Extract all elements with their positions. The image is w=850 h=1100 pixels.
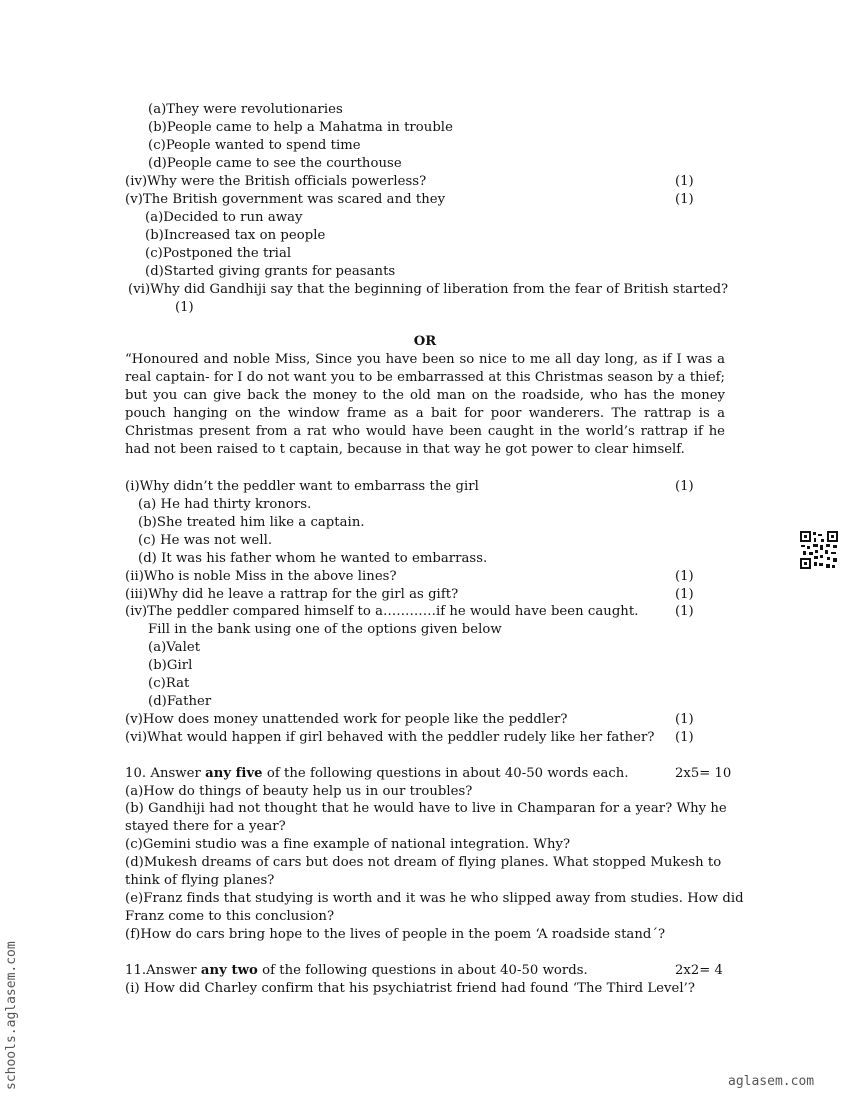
question-line: (v)How does money unattended work for people like the peddler? xyxy=(125,712,568,727)
question-line: (i)Why didn’t the peddler want to embarrass the girl xyxy=(125,479,479,494)
question-line: think of flying planes? xyxy=(125,873,275,888)
option-line: (c)Postponed the trial xyxy=(145,246,292,261)
marks-label: 2x2= 4 xyxy=(675,963,723,978)
question-line: stayed there for a year? xyxy=(125,819,286,834)
or-heading: OR xyxy=(413,334,437,349)
heading-emphasis: any five xyxy=(205,766,263,781)
option-line: (d)People came to see the courthouse xyxy=(148,156,402,171)
option-line: (a)Valet xyxy=(148,640,201,655)
qr-code-icon xyxy=(799,530,839,570)
question-line: (ii)Who is noble Miss in the above lines? xyxy=(125,569,397,584)
marks-label: (1) xyxy=(675,604,694,619)
question-line: (a)How do things of beauty help us in our troubles? xyxy=(125,784,473,799)
option-line: (b)Increased tax on people xyxy=(145,228,326,243)
question-line: (f)How do cars bring hope to the lives of people in the poem ‘A roadside stand´? xyxy=(125,927,666,942)
option-line: (c)People wanted to spend time xyxy=(148,138,361,153)
question-line: (v)The British government was scared and they xyxy=(125,192,446,207)
option-line: (a)They were revolutionaries xyxy=(148,102,343,117)
question-line: (iii)Why did he leave a rattrap for the girl as gift? xyxy=(125,587,459,602)
side-watermark: schools.aglasem.com xyxy=(4,941,19,1090)
marks-label: (1) xyxy=(675,192,694,207)
question-line: (b) Gandhiji had not thought that he would have to live in Champaran for a year? Why he xyxy=(125,801,727,816)
option-line: (b)She treated him like a captain. xyxy=(138,515,365,530)
option-line: (c)Rat xyxy=(148,676,190,691)
question-line: (e)Franz finds that studying is worth and it was he who slipped away from studies. How did xyxy=(125,891,744,906)
instruction-line: Fill in the bank using one of the options given below xyxy=(148,622,502,637)
marks-label: 2x5= 10 xyxy=(675,766,732,781)
marks-label: (1) xyxy=(675,730,694,745)
marks-label: (1) xyxy=(675,174,694,189)
option-line: (c) He was not well. xyxy=(138,533,273,548)
option-line: (b)People came to help a Mahatma in trouble xyxy=(148,120,453,135)
question-line: (iv)Why were the British officials powerless? xyxy=(125,174,427,189)
option-line: (a) He had thirty kronors. xyxy=(138,497,312,512)
marks-label: (1) xyxy=(175,300,194,315)
option-line: (d)Father xyxy=(148,694,212,709)
marks-label: (1) xyxy=(675,587,694,602)
option-line: (a)Decided to run away xyxy=(145,210,303,225)
option-line: (b)Girl xyxy=(148,658,193,673)
question-line: (c)Gemini studio was a fine example of national integration. Why? xyxy=(125,837,571,852)
heading-suffix: of the following questions in about 40-50 words each. xyxy=(262,766,629,781)
heading-suffix: of the following questions in about 40-50 words. xyxy=(257,963,588,978)
question-line: (d)Mukesh dreams of cars but does not dream of flying planes. What stopped Mukesh to xyxy=(125,855,722,870)
question-line: (vi)What would happen if girl behaved with the peddler rudely like her father? xyxy=(125,730,655,745)
marks-label: (1) xyxy=(675,479,694,494)
option-line: (d)Started giving grants for peasants xyxy=(145,264,396,279)
option-line: (d) It was his father whom he wanted to embarrass. xyxy=(138,551,488,566)
question-line: (i) How did Charley confirm that his psychiatrist friend had found ‘The Third Level’? xyxy=(125,981,695,996)
question-11-heading xyxy=(125,962,588,980)
question-line: (vi)Why did Gandhiji say that the beginning of liberation from the fear of British started? xyxy=(128,282,729,297)
question-line: Franz come to this conclusion? xyxy=(125,909,335,924)
marks-label: (1) xyxy=(675,569,694,584)
question-10-heading xyxy=(125,765,629,783)
question-line: (iv)The peddler compared himself to a…………if he would have been caught. xyxy=(125,604,639,619)
heading-prefix: 11.Answer xyxy=(125,963,201,978)
marks-label: (1) xyxy=(675,712,694,727)
heading-emphasis: any two xyxy=(200,963,258,978)
footer-watermark: aglasem.com xyxy=(728,1074,815,1089)
passage-text: “Honoured and noble Miss, Since you have been so nice to me all day long, as if I was a real captain- for I do not want you to be embarrassed at this Christmas season by a thief; but you can give back the money to the old man on the roadside, who has the money pouch hanging on the window frame as a bait for poor wanderers. The rattrap is a Christmas present from a rat who would have been caught in the world’s rattrap if he had not been raised to t captain, because in that way he got power to clear himself. xyxy=(125,352,725,457)
heading-prefix: 10. Answer xyxy=(125,766,206,781)
